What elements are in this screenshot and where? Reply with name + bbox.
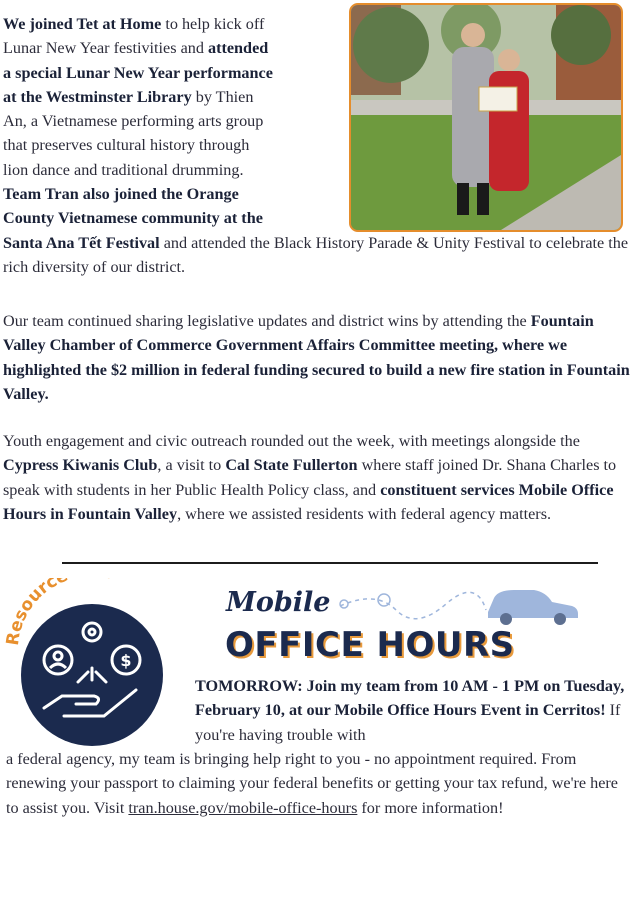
mobile-office-hours-link[interactable]: tran.house.gov/mobile-office-hours [128,798,358,817]
mobile-office-paragraph: TOMORROW: Join my team from 10 AM - 1 PM on Tuesday, February 10, at our Mobile Office Hours Event in Cerritos! If you're having trouble with [195,677,625,744]
car-icon [488,590,578,625]
tomorrow-bold: TOMORROW: Join my team from 10 AM - 1 PM on Tuesday, February 10, at our Mobile Office Hours Event in Cerritos! [195,677,625,720]
mobile-title: Mobile [226,587,331,618]
resource-hub-graphic [4,578,174,748]
resource-hub-label: Resourc [4,578,61,647]
legislative-paragraph: Our team continued sharing legislative updates and district wins by attending the Fountain Valley Chamber of Commerce Government Affairs Committee meeting, where we highlighted the $2 million in federal funding secured to build a new fire station in Fountain Valley. [3,312,630,403]
svg-text:$: $ [120,651,132,670]
youth-paragraph: Youth engagement and civic outreach rounded out the week, with meetings alongside the Cypress Kiwanis Club, a visit to Cal State Fullerton where staff joined Dr. Shana Charles to speak with students in her Public Health Policy class, and constituent services Mobile Office Hours in Fountain Valley, where we assisted residents with federal agency matters. [3,432,617,523]
office-hours-title: OFFICE HOURS [225,625,515,665]
mobile-office-paragraph-continued: a federal agency, my team is bringing help right to you - no appointment required. From renewing your passport to claiming your federal benefits or getting your tax refund, we're here to assist you. Visit tran.house.gov/mobile-office-hours for more information! [6,750,618,817]
fire-station-bold: Fountain Valley Chamber of Commerce Government Affairs Committee meeting, where we highlighted the $2 million in federal funding secured to build a new fire station in Fountain Valley. [3,312,630,403]
section-divider [62,562,598,564]
santa-ana-tet-bold: Team Tran also joined the Orange County Vietnamese community at the Santa Ana Tết Festival [3,185,263,252]
tet-at-home-bold: We joined Tet at Home [3,15,162,33]
intro-paragraph: We joined Tet at Home to help kick off Lunar New Year festivities and attended a special Lunar New Year performance at the Westminster Library by Thien An, a Vietnamese performing arts group that preserves cultural history through lion dance and traditional drumming. Team Tran also joined the Orange County Vietnamese community at the Santa Ana Tết Festival and attended the Black History Parade & Unity Festival to celebrate the rich diversity of our district. [3,15,629,276]
